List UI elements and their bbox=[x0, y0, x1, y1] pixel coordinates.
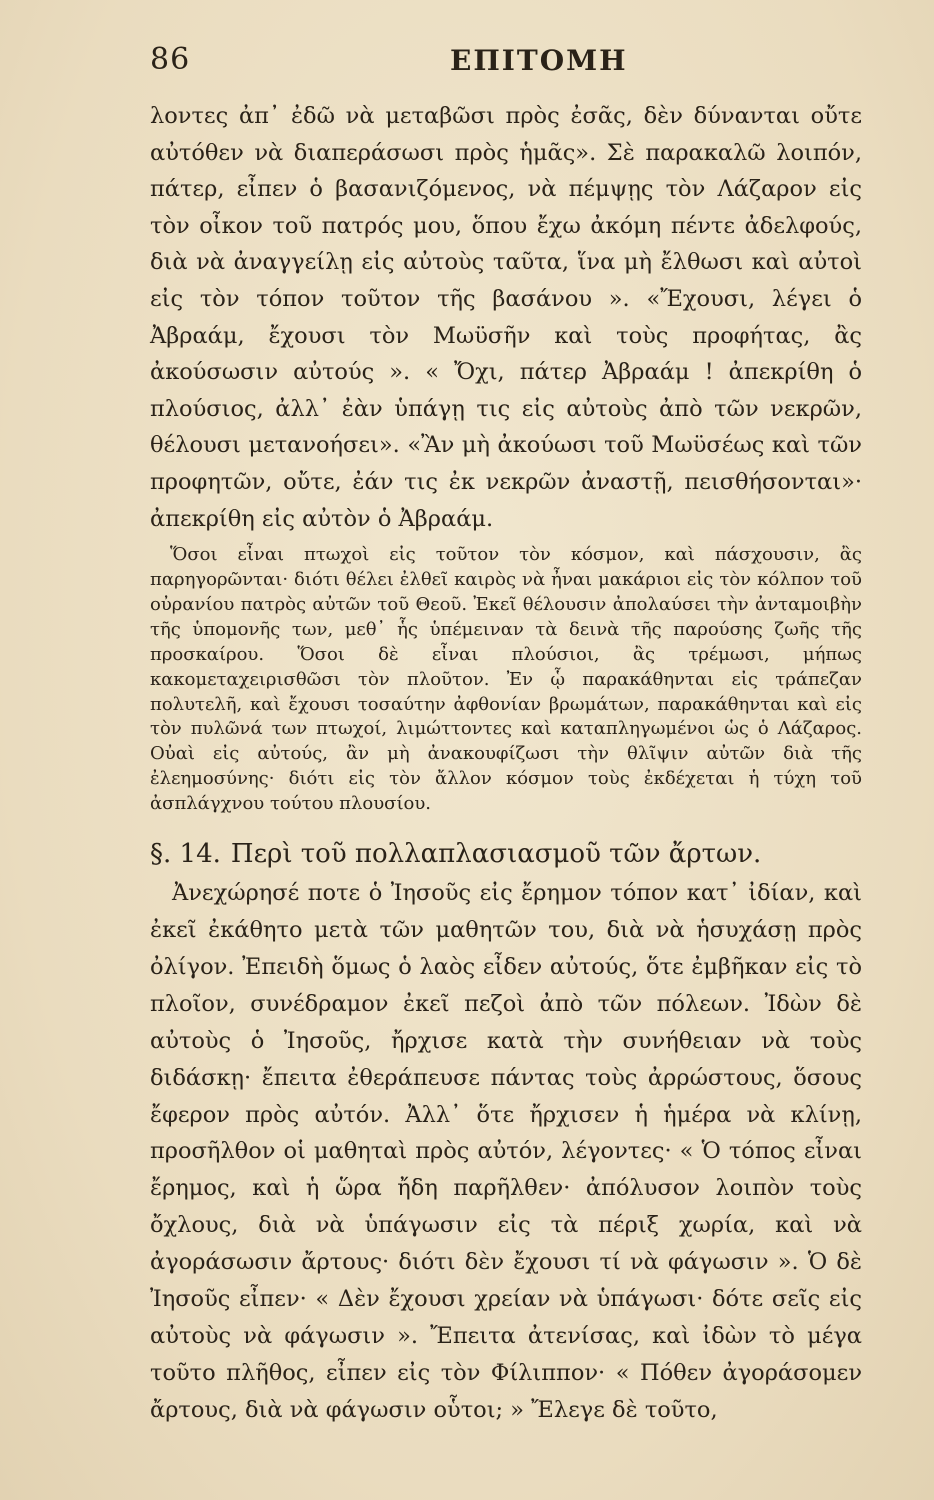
running-title: ΕΠΙΤΟΜΗ bbox=[450, 44, 628, 77]
page-number: 86 bbox=[150, 42, 191, 77]
section-number: §. 14. bbox=[150, 839, 221, 870]
section-paragraph: Ἀνεχώρησέ ποτε ὁ Ἰησοῦς εἰς ἔρημον τόπον κατ᾽ ἰδίαν, καὶ ἐκεῖ ἐκάθητο μετὰ τῶν μαθητῶν του, διὰ νὰ ἡσυχάσῃ πρὸς ὀλίγον. Ἐπειδὴ ὅμως ὁ λαὸς εἶδεν αὐτούς, ὅτε ἐμβῆκαν εἰς τὸ πλοῖον, συνέδραμον ἐκεῖ πεζοὶ ἀπὸ τῶν πόλεων. Ἰδὼν δὲ αὐτοὺς ὁ Ἰησοῦς, ἤρχισε κατὰ τὴν συνήθειαν νὰ τοὺς διδάσκῃ· ἔπειτα ἐθεράπευσε πάντας τοὺς ἀρρώστους, ὅσους ἔφερον πρὸς αὐτόν. Ἀλλ᾽ ὅτε ἤρχισεν ἡ ἡμέρα νὰ κλίνῃ, προσῆλθον οἱ μαθηταὶ πρὸς αὐτόν, λέγοντες· « Ὁ τόπος εἶναι ἔρημος, καὶ ἡ ὥρα ἤδη παρῆλθεν· ἀπόλυσον λοιπὸν τοὺς ὄχλους, διὰ νὰ ὑπάγωσιν εἰς τὰ πέριξ χωρία, καὶ νὰ ἀγοράσωσιν ἄρτους· διότι δὲν ἔχουσι τί νὰ φάγωσιν ». Ὁ δὲ Ἰησοῦς εἶπεν· « Δὲν ἔχουσι χρείαν νὰ ὑπάγωσι· δότε σεῖς εἰς αὐτοὺς νὰ φάγωσιν ». Ἔπειτα ἀτενίσας, καὶ ἰδὼν τὸ μέγα τοῦτο πλῆθος, εἶπεν εἰς τὸν Φίλιππον· « Πόθεν ἀγοράσομεν ἄρτους, διὰ νὰ φάγωσιν οὗτοι; » Ἔλεγε δὲ τοῦτο, bbox=[150, 880, 862, 1423]
commentary-note bbox=[150, 543, 862, 817]
main-text-block bbox=[150, 98, 862, 537]
note-paragraph: Ὅσοι εἶναι πτωχοὶ εἰς τοῦτον τὸν κόσμον, καὶ πάσχουσιν, ἂς παρηγορῶνται· διότι θέλει ἐλθεῖ καιρὸς νὰ ἦναι μακάριοι εἰς τὸν κόλπον τοῦ οὐρανίου πατρὸς αὐτῶν τοῦ Θεοῦ. Ἐκεῖ θέλουσιν ἀπολαύσει τὴν ἀνταμοιβὴν τῆς ὑπομονῆς των, μεθ᾽ ἧς ὑπέμειναν τὰ δεινὰ τῆς παρούσης ζωῆς τῆς προσκαίρου. Ὅσοι δὲ εἶναι πλούσιοι, ἂς τρέμωσι, μήπως κακομεταχειρισθῶσι τὸν πλοῦτον. Ἐν ᾧ παρακάθηνται εἰς τράπεζαν πολυτελῆ, καὶ ἔχουσι τοσαύτην ἀφθονίαν βρωμάτων, παρακάθηνται καὶ εἰς τὸν πυλῶνά των πτωχοί, λιμώττοντες καὶ καταπληγωμένοι ὡς ὁ Λάζαρος. Οὐαὶ εἰς αὐτούς, ἂν μὴ ἀνακουφίζωσι τὴν θλῖψιν αὐτῶν διὰ τῆς ἐλεημοσύνης· διότι εἰς τὸν ἄλλον κόσμον τοὺς ἐκδέχεται ἡ τύχη τοῦ ἀσπλάγχνου τούτου πλουσίου. bbox=[150, 544, 862, 815]
page-header bbox=[150, 42, 860, 82]
body-text bbox=[150, 98, 862, 1429]
main-paragraph: λοντες ἀπ᾽ ἐδῶ νὰ μεταβῶσι πρὸς ἐσᾶς, δὲν δύνανται οὔτε αὐτόθεν νὰ διαπεράσωσι πρὸς ἡμᾶς». Σὲ παρακαλῶ λοιπόν, πάτερ, εἶπεν ὁ βασανιζόμενος, νὰ πέμψῃς τὸν Λάζαρον εἰς τὸν οἶκον τοῦ πατρός μου, ὅπου ἔχω ἀκόμη πέντε ἀδελφούς, διὰ νὰ ἀναγγείλῃ εἰς αὐτοὺς ταῦτα, ἵνα μὴ ἔλθωσι καὶ αὐτοὶ εἰς τὸν τόπον τοῦτον τῆς βασάνου ». «Ἔχουσι, λέγει ὁ Ἀβραάμ, ἔχουσι τὸν Μωϋσῆν καὶ τοὺς προφήτας, ἂς ἀκούσωσιν αὐτούς ». « Ὄχι, πάτερ Ἀβραάμ ! ἀπεκρίθη ὁ πλούσιος, ἀλλ᾽ ἐὰν ὑπάγῃ τις εἰς αὐτοὺς ἀπὸ τῶν νεκρῶν, θέλουσι μετανοήσει». «Ἂν μὴ ἀκούωσι τοῦ Μωϋσέως καὶ τῶν προφητῶν, οὔτε, ἐάν τις ἐκ νεκρῶν ἀναστῇ, πεισθήσονται»· ἀπεκρίθη εἰς αὐτὸν ὁ Ἀβραάμ. bbox=[150, 103, 862, 532]
section-title: Περὶ τοῦ πολλαπλασιασμοῦ τῶν ἄρτων. bbox=[230, 839, 762, 870]
section-body bbox=[150, 875, 862, 1429]
section-heading bbox=[150, 837, 862, 871]
